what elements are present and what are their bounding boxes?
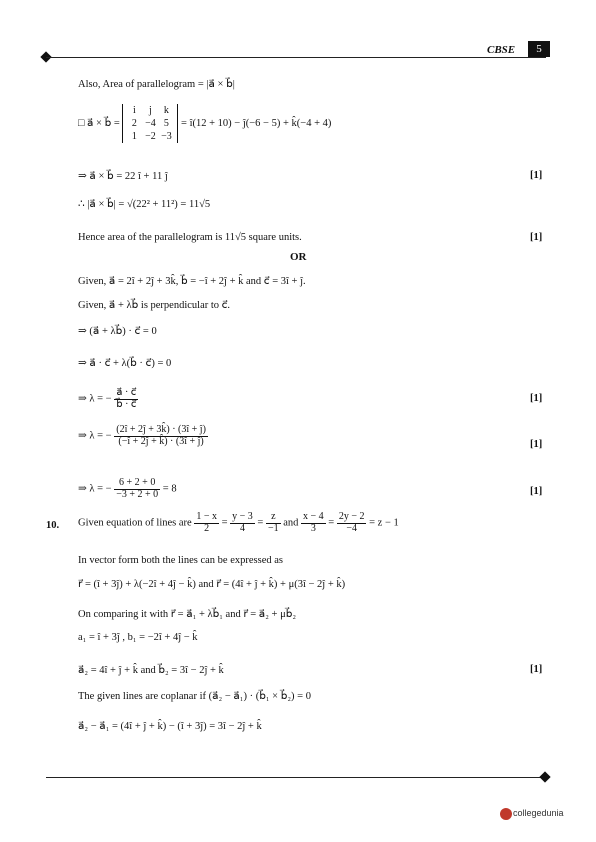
text-line: In vector form both the lines can be expressed as [78, 555, 283, 566]
text-line: Given, a⃗ + λb⃗ is perpendicular to c⃗. [78, 300, 231, 311]
text-line: a⃗₂ = 4î + ĵ + k̂ and b⃗₂ = 3î − 2ĵ + k̂ [78, 665, 224, 676]
footer-diamond [539, 771, 550, 782]
footer-rule [46, 777, 546, 778]
mark: [1] [530, 664, 543, 675]
text-line: The given lines are coplanar if (a⃗₂ − a⃗₁) · (b⃗₁ × b⃗₂) = 0 [78, 691, 311, 702]
text-line: ⇒ (a⃗ + λb⃗) · c⃗ = 0 [78, 326, 157, 337]
question-line: Given equation of lines are $\frac{1 - x}{2}$ = $\frac{y - 3}{4}$ = $\frac{z}{-1}$ and $\frac{x - 4}{3}$ = $\frac{2y - 2}{-4}$ = z − 1 [78, 511, 399, 534]
or-separator: OR [290, 251, 307, 263]
text-line: a₁ = î + 3ĵ , b₁ = −2î + 4ĵ − k̂ [78, 632, 198, 643]
question-number: 10. [46, 520, 60, 531]
text-line: ⇒ a⃗ × b⃗ = 22 î + 11 ĵ [78, 171, 168, 182]
text-line: Hence area of the parallelogram is 11√5 square units. [78, 232, 302, 243]
det-prefix: □ a⃗ × b⃗ = [78, 117, 120, 129]
logo-icon [500, 808, 512, 820]
determinant-line [78, 104, 331, 143]
text-line: a⃗₂ − a⃗₁ = (4î + ĵ + k̂) − (î + 3ĵ) = 3î − 2ĵ + k̂ [78, 721, 262, 732]
text-line: On comparing it with r⃗ = a⃗₁ + λb⃗₁ and r⃗ = a⃗₂ + μb⃗₂ [78, 609, 297, 620]
header-rule [46, 57, 546, 58]
fraction: $\frac{6 + 2 + 0}{-3 + 2 + 0}$ [116, 477, 159, 500]
fraction-line: ⇒ λ = − $\frac{(2î + 2ĵ + 3k̂) \cdot (3î + ĵ)}{(-î + 2ĵ + k̂) \cdot (3î + ĵ)}$ [78, 424, 206, 447]
text-line: Given, a⃗ = 2î + 2ĵ + 3k̂, b⃗ = −î + 2ĵ + k̂ and c⃗ = 3î + ĵ. [78, 276, 306, 287]
det-result: = î(12 + 10) − ĵ(−6 − 5) + k̂(−4 + 4) [181, 117, 332, 129]
mark: [1] [530, 439, 543, 450]
fraction-line: ⇒ λ = − $\frac{6 + 2 + 0}{-3 + 2 + 0}$ = 8 [78, 477, 177, 500]
fraction: $\frac{a⃗ \cdot c⃗}{b⃗ \cdot c⃗}$ [116, 387, 137, 410]
mark: [1] [530, 232, 543, 243]
text-line: ⇒ a⃗ · c⃗ + λ(b⃗ · c⃗) = 0 [78, 358, 172, 369]
page-number: 5 [528, 41, 550, 57]
logo-text: collegedunia [513, 808, 564, 818]
text-line: r⃗ = (î + 3ĵ) + λ(−2î + 4ĵ − k̂) and r⃗ = (4î + ĵ + k̂) + μ(3î − 2ĵ + k̂) [78, 579, 346, 590]
fraction-line: ⇒ λ = − $\frac{a⃗ \cdot c⃗}{b⃗ \cdot c⃗}$ [78, 387, 137, 410]
determinant: i j k 2 −4 5 1 −2 −3 [122, 104, 178, 143]
mark: [1] [530, 393, 543, 404]
mark: [1] [530, 170, 543, 181]
text-line: ∴ |a⃗ × b⃗| = √(22² + 11²) = 11√5 [78, 199, 211, 210]
text-line: Also, Area of parallelogram = |a⃗ × b⃗| [78, 79, 235, 90]
header-board: CBSE [487, 44, 516, 56]
mark: [1] [530, 486, 543, 497]
fraction: $\frac{(2î + 2ĵ + 3k̂) \cdot (3î + ĵ)}{(-î + 2ĵ + k̂) \cdot (3î + ĵ)}$ [116, 424, 206, 447]
